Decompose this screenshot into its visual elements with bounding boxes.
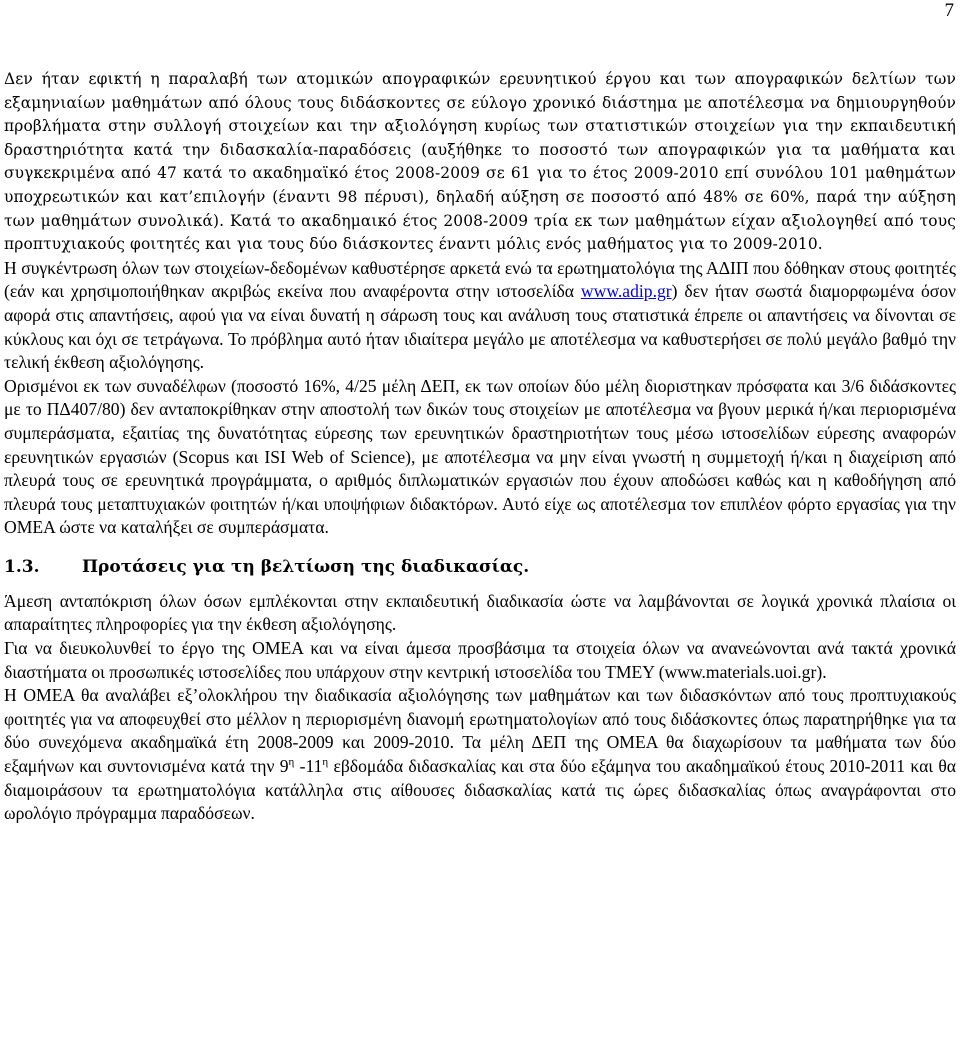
adip-link[interactable]: www.adip.gr xyxy=(580,281,672,302)
paragraph-immediate-response: Άμεση ανταπόκριση όλων όσων εμπλέκονται στην εκπαιδευτική διαδικασία ώστε να λαμβάνονται σε λογικά χρονικά πλαίσια οι απαραίτητες πληροφορίες για την έκθεση αξιολόγησης. xyxy=(4,590,956,635)
superscript-ninth: η xyxy=(288,756,295,769)
page-number: 7 xyxy=(944,0,954,21)
paragraph-omea-text-start: Η ΟΜΕΑ θα αναλάβει εξ’ολοκλήρου την διαδικασία αξιολόγησης των μαθημάτων και των διδασκόντων από τους προπτυχιακούς φοιτητές για να αποφευχθεί στο μέλλον η περιορισμένη διανομή ερωτηματολογίων από τους διδάσκοντες όπως παρατηρήθηκε για τα δύο συνεχόμενα ακαδημαϊκά έτη 2008-2009 και 2009-2010. Τα μέλη ΔΕΠ της ΟΜΕΑ θα διαχωρίσουν τα μαθήματα των δύο εξαμήνων και συντονισμένα κατά την 9 xyxy=(4,685,956,777)
paragraph-omea-text-mid: -11 xyxy=(294,756,323,777)
superscript-eleventh: η xyxy=(322,756,329,769)
section-number: 1.3. xyxy=(4,556,40,577)
document-body xyxy=(4,68,956,826)
paragraph-questionnaires-text-start: Η συγκέντρωση όλων των στοιχείων-δεδομένων καθυστέρησε αρκετά ενώ τα ερωτηματολόγια της ΑΔΙΠ που δόθηκαν στους φοιτητές (εάν και χρησιμοποιήθηκαν ακριβώς εκείνα που αναφέροντα στην ιστοσελίδα xyxy=(4,257,956,302)
section-title: Προτάσεις για τη βελτίωση της διαδικασίας. xyxy=(82,556,530,577)
paragraph-data-collection: Δεν ήταν εφικτή η παραλαβή των ατομικών απογραφικών ερευνητικού έργου και των απογραφικών δελτίων των εξαμηνιαίων μαθημάτων από όλους τους διδάσκοντες σε εύλογο χρονικό διάστημα με αποτέλεσμα να δημιουργηθούν προβλήματα στην συλλογή στοιχείων και την αξιολόγηση κυρίως των στατιστικών στοιχείων για την εκπαιδευτική δραστηριότητα κατά την διδασκαλία-παραδόσεις (αυξήθηκε το ποσοστό των απογραφικών για τα μαθήματα και συγκεκριμένα από 47 κατά το ακαδημαϊκό έτος 2008-2009 σε 61 για το έτος 2009-2010 επί συνόλου 101 μαθημάτων υποχρεωτικών και κατ’επιλογήν (έναντι 98 πέρυσι), δηλαδή αύξηση σε ποσοστό από 48% σε 60%, παρά την αύξηση των μαθημάτων συνολικά). Κατά το ακαδημαικό έτος 2008-2009 τρία εκ των μαθημάτων είχαν αξιολογηθεί από τους προπτυχιακούς φοιτητές και για τους δύο διάσκοντες έναντι μόλις ενός μαθήματος για το 2009-2010. xyxy=(4,70,956,254)
paragraph-colleagues: Ορισμένοι εκ των συναδέλφων (ποσοστό 16%, 4/25 μέλη ΔΕΠ, εκ των οποίων δύο μέλη διοριστηκαν πρόσφατα και 3/6 διδάσκοντες με το ΠΔ407/80) δεν ανταποκρίθηκαν στην αποστολή των δικών τους στοιχείων με αποτέλεσμα να βγουν μερικά ή/και περιορισμένα συμπεράσματα, εξαιτίας της δυνατότητας εύρεσης των ερευνητικών δραστηριοτήτων τους μέσω ιστοσελίδων εύρεσης αναφορών ερευνητικών εργασιών (Scopus και ISI Web of Science), με αποτέλεσμα να μην είναι γνωστή η συμμετοχή ή/και η διαχείριση από πλευρά τους σε ερευνητικά προγράμματα, ο αριθμός διπλωματικών εργασιών που έχουν αποδώσει καθώς και η καθοδήγηση από πλευρά τους μεταπτυχιακών φοιτητών ή/και υποψήφιων διδακτόρων. Αυτό είχε ως αποτέλεσμα τον επιπλέον φόρτο εργασίας για την ΟΜΕΑ ώστε να καταλήξει σε συμπεράσματα. xyxy=(4,375,956,538)
section-heading xyxy=(4,554,956,580)
paragraph-questionnaires xyxy=(4,257,956,375)
paragraph-questionnaires-text-end: ) δεν ήταν σωστά διαμορφωμένα όσον αφορά στις απαντήσεις, αφού για να είναι δυνατή η σάρωση τους και ανάλυση τους στατιστικά έπρεπε οι απαντήσεις να δίνονται σε κύκλους και όχι σε τετράγωνα. Το πρόβλημα αυτό ήταν ιδιαίτερα μεγάλο με αποτέλεσμα να καθυστερήσει σε πολύ μεγάλο βαθμό την τελική έκθεση αξιολόγησης. xyxy=(4,281,956,373)
paragraph-omea-text-end: εβδομάδα διδασκαλίας και στα δύο εξάμηνα του ακαδημαϊκού έτους 2010-2011 και θα διαμοιράσουν τα ερωτηματολόγια κατάλληλα στις αίθουσες διδασκαλίας κατά τις ώρες διδασκαλίας όπως αναγράφονται στο ωρολόγιο πρόγραμμα παραδόσεων. xyxy=(4,756,956,824)
paragraph-omea-evaluation xyxy=(4,684,956,826)
document-page xyxy=(4,0,956,1037)
paragraph-personal-pages: Για να διευκολυνθεί το έργο της ΟΜΕΑ και να είναι άμεσα προσβάσιμα τα στοιχεία όλων να ανανεώνονται ανά τακτά χρονικά διαστήματα οι προσωπικές ιστοσελίδες που υπάρχουν στην κεντρική ιστοσελίδα του ΤΜΕΥ (www.materials.uoi.gr). xyxy=(4,638,956,682)
